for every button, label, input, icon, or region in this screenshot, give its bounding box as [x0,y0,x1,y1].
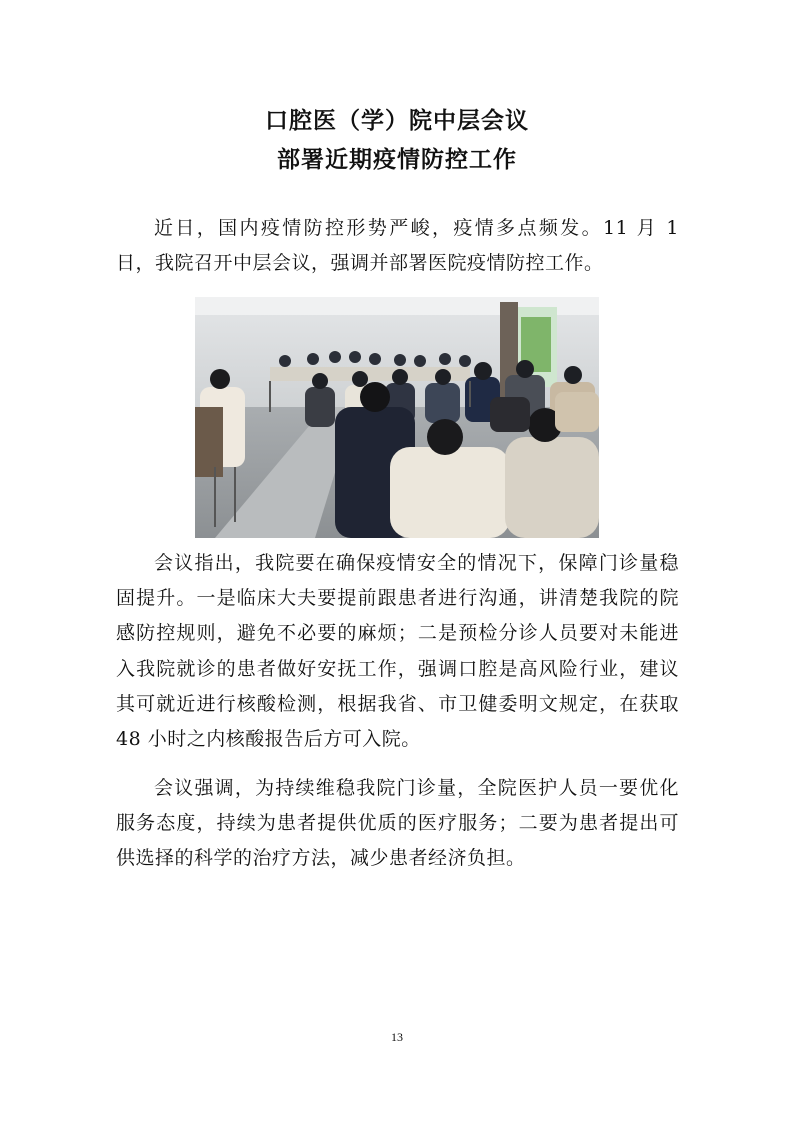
paragraph-meeting-emphasis: 会议强调，为持续维稳我院门诊量，全院医护人员一要优化服务态度，持续为患者提供优质的医疗服务；二要为患者提出可供选择的科学的治疗方法，减少患者经济负担。 [116,777,679,870]
paragraph-meeting-points: 会议指出，我院要在确保疫情安全的情况下，保障门诊量稳固提升。一是临床大夫要提前跟患者进行沟通，讲清楚我院的院感防控规则，避免不必要的麻烦；二是预检分诊人员要对未能进入我院就诊的患者做好安抚工作，强调口腔是高风险行业，建议其可就近进行核酸检测，根据我省、市卫健委明文规定，在获取 48 小时之内核酸报告后方可入院。 [116,552,679,751]
meeting-photo [195,297,599,538]
article-title-line-2: 部署近期疫情防控工作 [277,146,517,173]
paragraph-intro: 近日，国内疫情防控形势严峻，疫情多点频发。11 月 1 日，我院召开中层会议，强调并部署医院疫情防控工作。 [116,217,679,275]
article-title-line-1: 口腔医（学）院中层会议 [265,107,529,134]
page-number: 13 [391,1030,403,1044]
